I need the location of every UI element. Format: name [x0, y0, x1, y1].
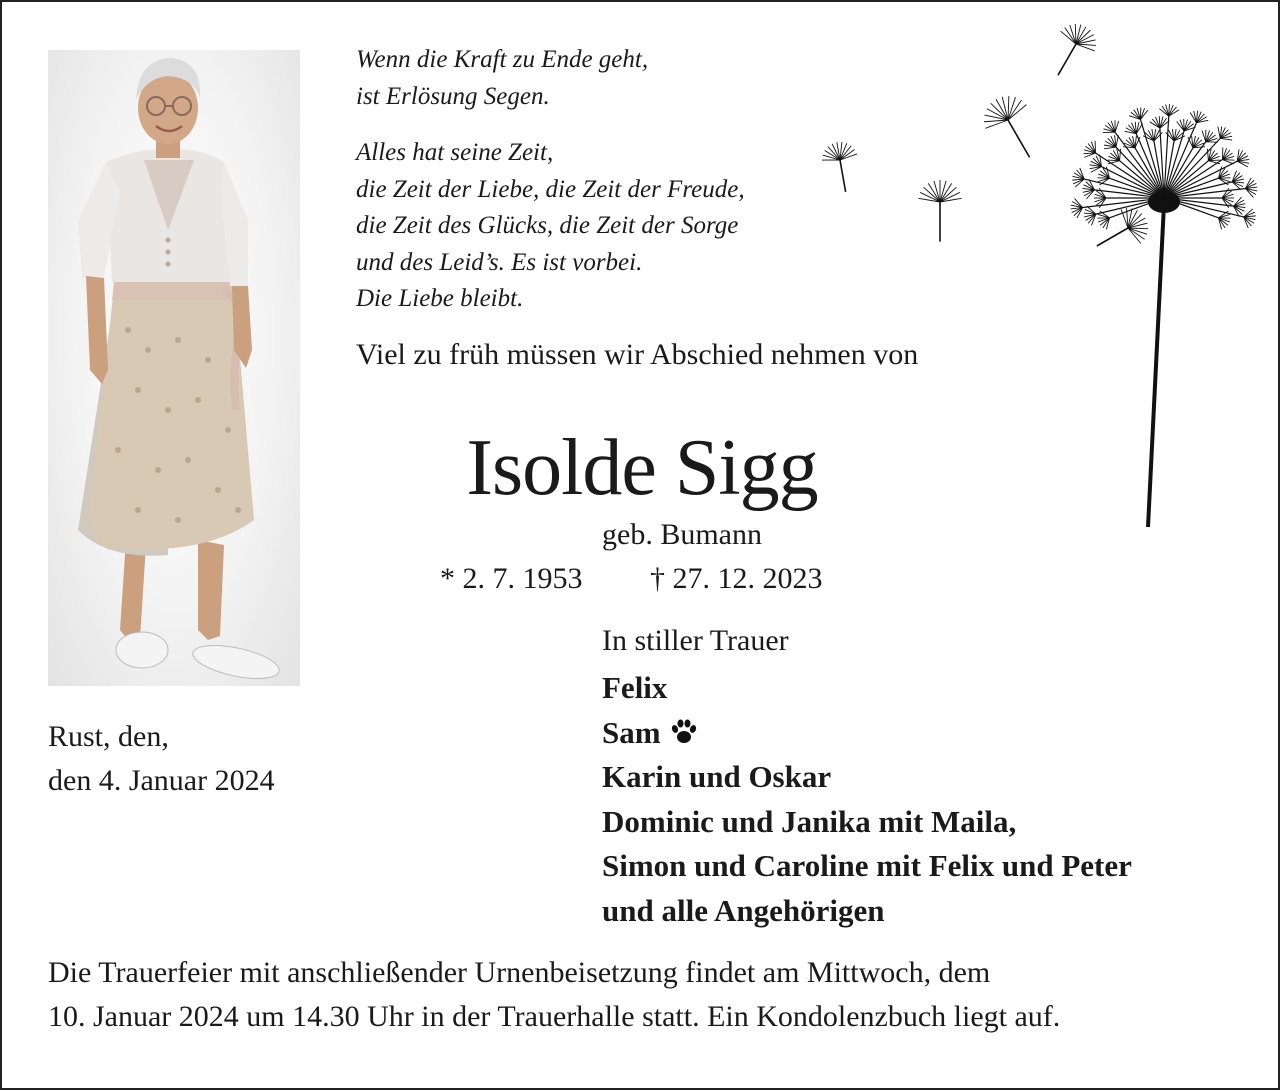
poem-line: ist Erlösung Segen. — [356, 82, 550, 110]
mourner-name: Simon und Caroline mit Felix und Peter — [602, 848, 1132, 883]
portrait-photo — [48, 50, 300, 686]
dandelion-seed-fluff — [1115, 121, 1119, 132]
flying-seed-stem — [1097, 228, 1128, 246]
dandelion-seed-fluff — [1075, 179, 1084, 187]
flying-seed-stem — [840, 160, 846, 192]
deceased-name: Isolde Sigg — [466, 424, 818, 512]
death-date: † 27. 12. 2023 — [650, 562, 823, 595]
flying-seed-stem — [1008, 120, 1030, 157]
mourner-name: Dominic und Janika mit Maila, — [602, 803, 1017, 839]
flying-seed-stem — [1058, 44, 1076, 75]
dandelion-seed-fluff — [1152, 119, 1160, 128]
ceremony-line: Die Trauerfeier mit anschließender Urnenbeisetzung findet am Mittwoch, dem — [48, 956, 991, 989]
paw-icon — [669, 714, 699, 742]
dandelion-seed-fluff — [1104, 147, 1116, 149]
dandelion-seed-fluff — [1177, 122, 1184, 131]
mourner-name: Sam — [602, 714, 661, 750]
flying-seed-fluff — [985, 115, 1008, 120]
place-date — [48, 715, 275, 803]
date-line: den 4. Januar 2024 — [48, 764, 275, 797]
poem-line: Alles hat seine Zeit, — [356, 139, 554, 166]
dandelion-seed-fluff — [1140, 110, 1147, 119]
mourner-name: Felix — [602, 670, 668, 705]
dandelion-seed-fluff — [1218, 127, 1220, 139]
ceremony-info — [48, 951, 1248, 1039]
mourner-name: Karin und Oskar — [602, 759, 832, 794]
poem-line: die Zeit des Glücks, die Zeit der Sorge — [356, 212, 739, 239]
poem-stanza-1 — [356, 42, 648, 115]
place-line: Rust, den, — [48, 720, 169, 753]
ceremony-line: 10. Januar 2024 um 14.30 Uhr in der Trauerhalle statt. Ein Kondolenzbuch liegt auf. — [48, 1000, 1061, 1033]
mourner-list — [602, 666, 1132, 933]
poem-line: die Zeit der Liebe, die Zeit der Freude, — [356, 175, 745, 203]
poem-line: Wenn die Kraft zu Ende geht, — [356, 46, 649, 73]
farewell-intro: Viel zu früh müssen wir Abschied nehmen von — [356, 338, 919, 371]
dandelion-seed-fluff — [1220, 138, 1232, 140]
flying-seed-fluff — [1002, 97, 1008, 120]
dandelion-stem — [1148, 204, 1164, 527]
poem-line: und des Leid’s. Es ist vorbei. — [356, 248, 643, 276]
dandelion-seed-fluff — [1244, 209, 1253, 217]
dandelion-illustration — [812, 22, 1272, 542]
mourner-row-sam — [602, 711, 1132, 756]
dandelion-seed-fluff — [1202, 130, 1206, 141]
birth-date: * 2. 7. 1953 — [440, 562, 583, 595]
mourning-label: In stiller Trauer — [602, 624, 789, 657]
poem-line: Die Liebe bleibt. — [356, 285, 524, 312]
poem-stanza-2 — [356, 135, 745, 318]
dandelion-seed-fluff — [1169, 107, 1177, 116]
maiden-name: geb. Bumann — [602, 518, 762, 551]
mourner-name: und alle Angehörigen — [602, 892, 885, 928]
